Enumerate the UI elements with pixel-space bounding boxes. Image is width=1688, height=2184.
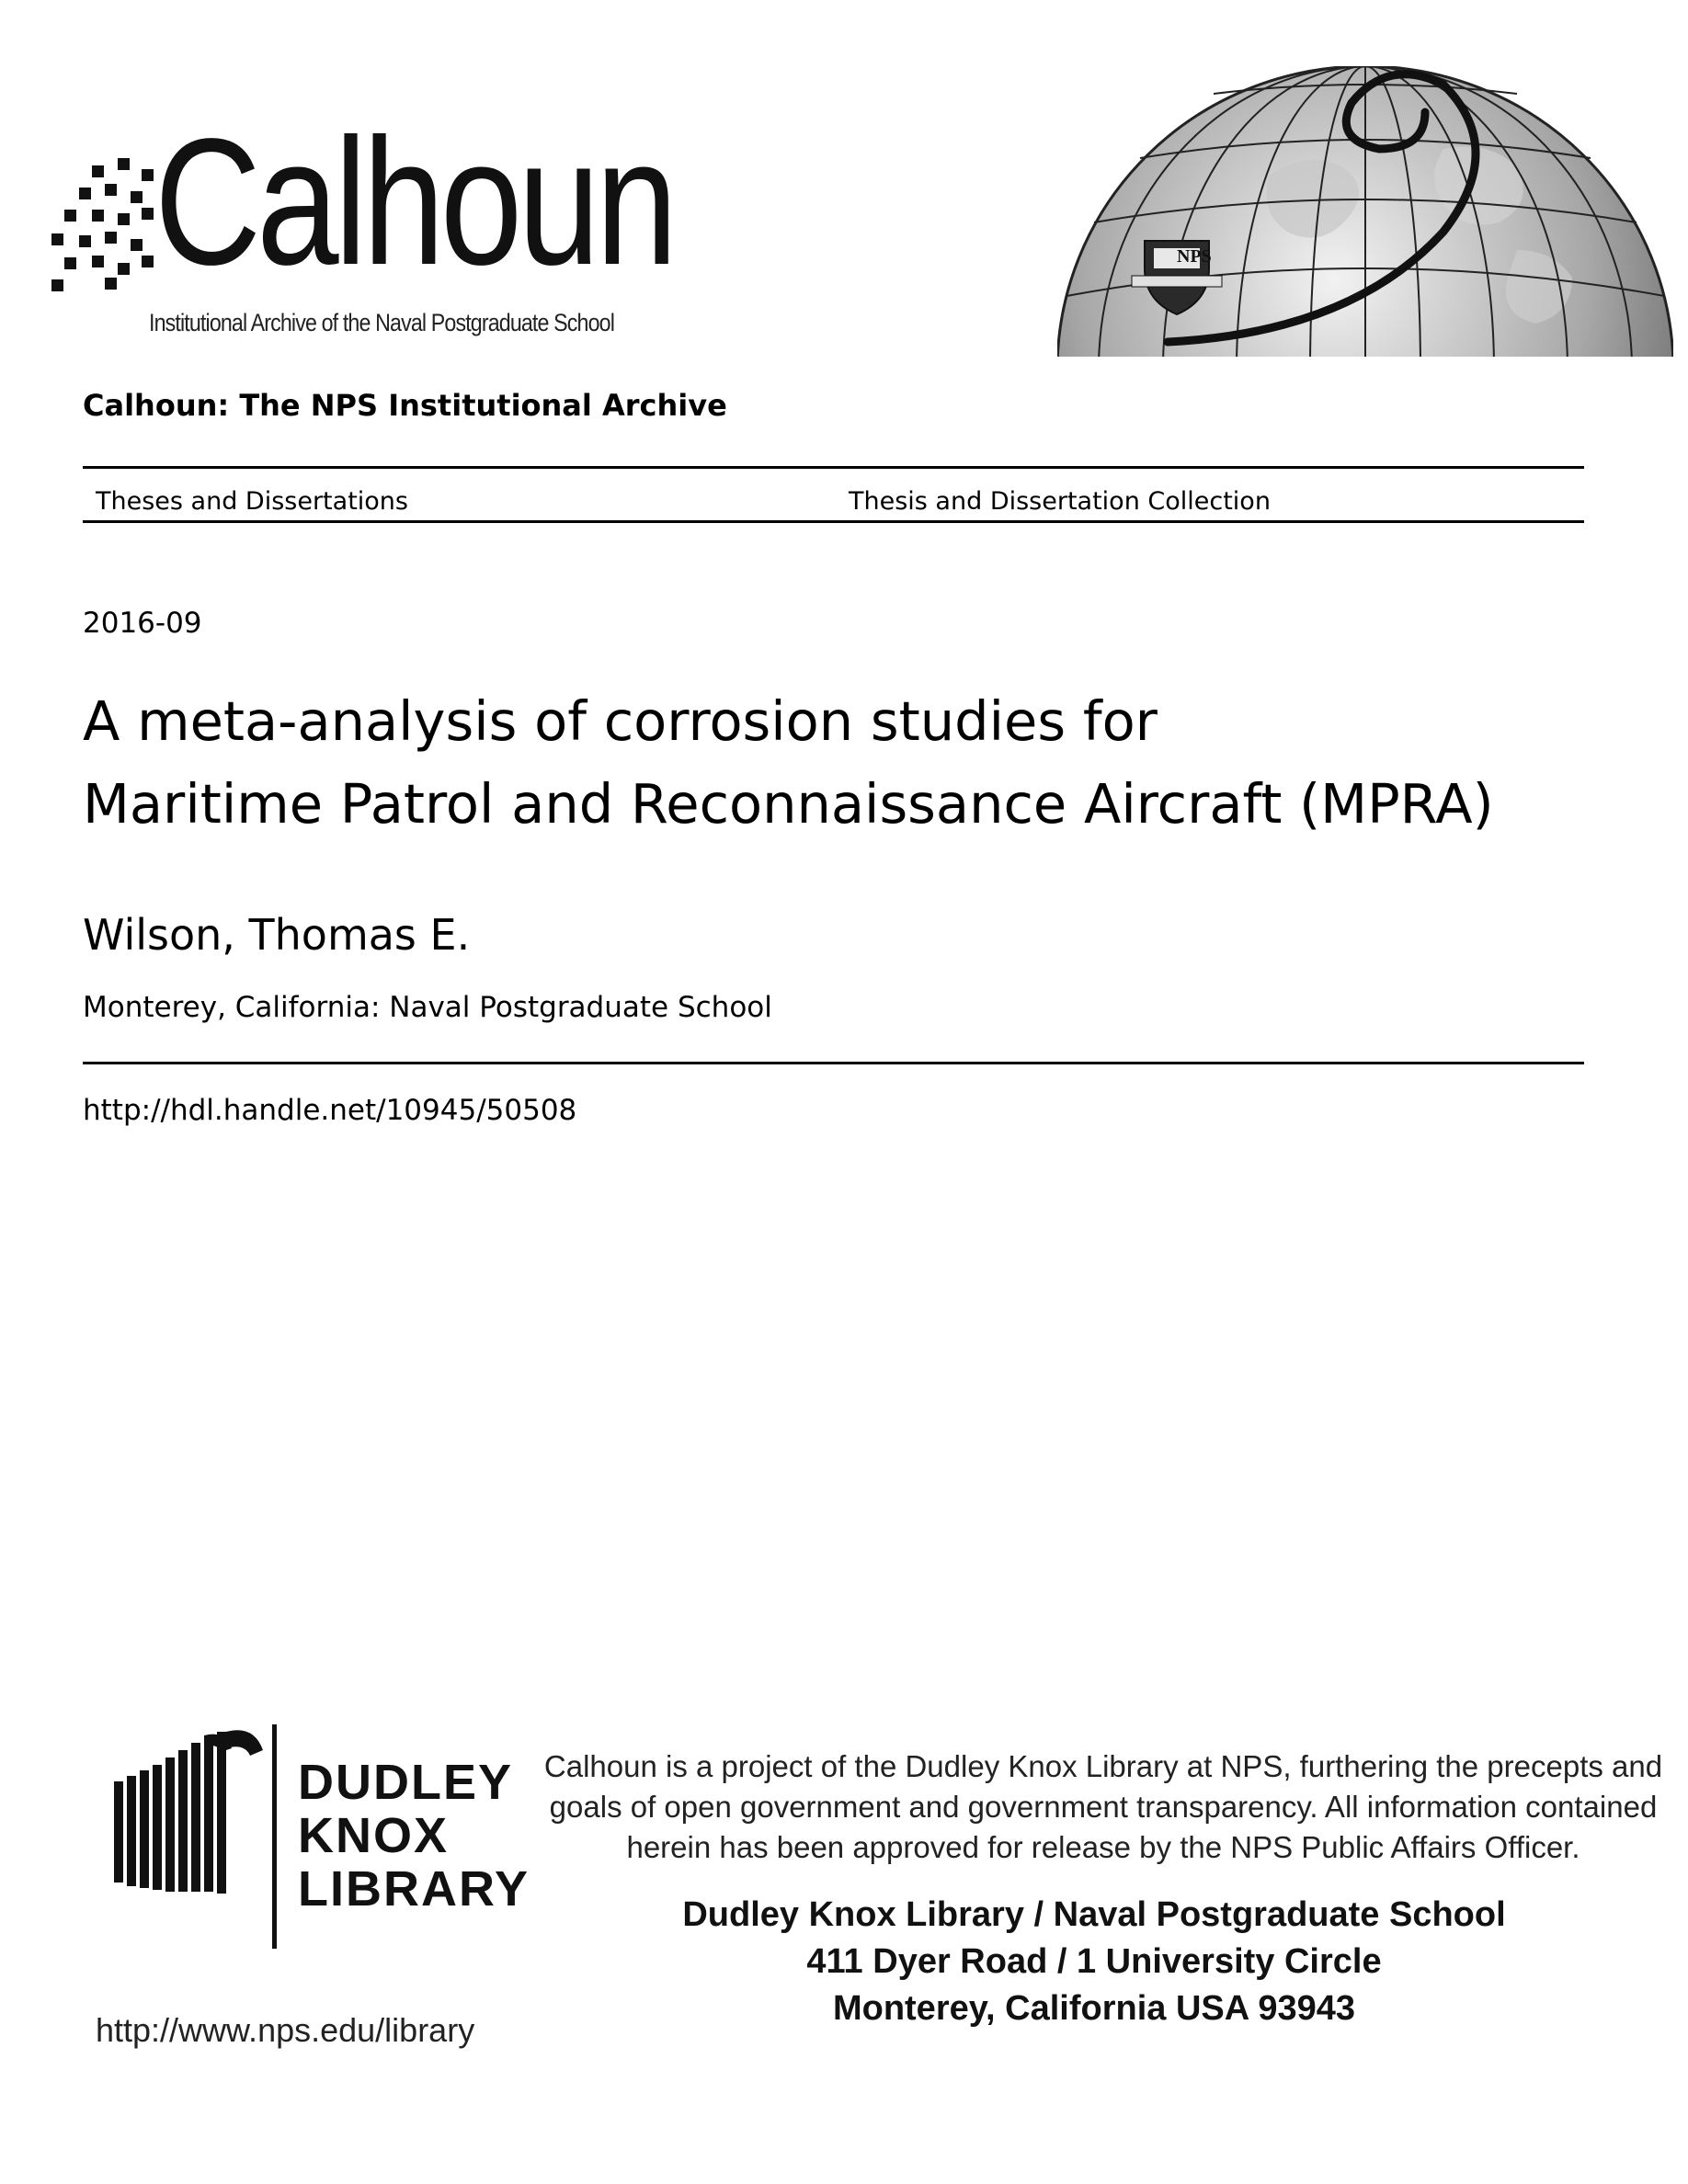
- globe-icon: [1057, 66, 1673, 357]
- calhoun-wordmark: Calhoun: [154, 101, 674, 302]
- address-line-3: Monterey, California USA 93943: [832, 1989, 1356, 2028]
- footer-address: [533, 1892, 1655, 2032]
- collection-link-theses[interactable]: Theses and Dissertations: [96, 487, 408, 516]
- address-line-2: 411 Dyer Road / 1 University Circle: [806, 1942, 1382, 1981]
- wordmark-line-2: KNOX: [298, 1808, 450, 1863]
- blurb-line-1: Calhoun is a project of the Dudley Knox Library at NPS, furthering the precepts and: [543, 1749, 1663, 1783]
- dudley-knox-library-logo-icon: [110, 1726, 267, 1901]
- dudley-knox-library-wordmark: [298, 1756, 530, 1916]
- footer-divider: [272, 1724, 277, 1949]
- document-author: Wilson, Thomas E.: [83, 910, 471, 960]
- header-divider-top: [83, 466, 1584, 469]
- document-date: 2016-09: [83, 607, 202, 640]
- document-title-line-1: A meta-analysis of corrosion studies for: [83, 689, 1158, 753]
- address-line-1: Dudley Knox Library / Naval Postgraduate School: [682, 1895, 1506, 1934]
- footer-blurb: [533, 1746, 1673, 1868]
- document-publisher: Monterey, California: Naval Postgraduate School: [83, 991, 772, 1024]
- collection-link-thesis-collection[interactable]: Thesis and Dissertation Collection: [849, 487, 1271, 516]
- wordmark-line-1: DUDLEY: [298, 1755, 514, 1810]
- archive-name: Calhoun: The NPS Institutional Archive: [83, 388, 727, 423]
- calhoun-tagline: Institutional Archive of the Naval Postgraduate School: [149, 309, 615, 336]
- handle-link[interactable]: http://hdl.handle.net/10945/50508: [83, 1094, 577, 1127]
- blurb-line-3: herein has been approved for release by the NPS Public Affairs Officer.: [626, 1830, 1580, 1864]
- document-title: [83, 680, 1646, 846]
- calhoun-pixel-mark-icon: [46, 156, 165, 294]
- blurb-line-2: goals of open government and government transparency. All information contained: [549, 1790, 1658, 1824]
- metadata-divider: [83, 1062, 1584, 1064]
- header-divider-bottom: [83, 520, 1584, 523]
- wordmark-line-3: LIBRARY: [298, 1861, 530, 1917]
- nps-seal-label: NPS: [1177, 246, 1212, 267]
- calhoun-logo: [46, 101, 674, 349]
- library-url-link[interactable]: http://www.nps.edu/library: [96, 2011, 475, 2049]
- document-title-line-2: Maritime Patrol and Reconnaissance Aircraft (MPRA): [83, 772, 1494, 836]
